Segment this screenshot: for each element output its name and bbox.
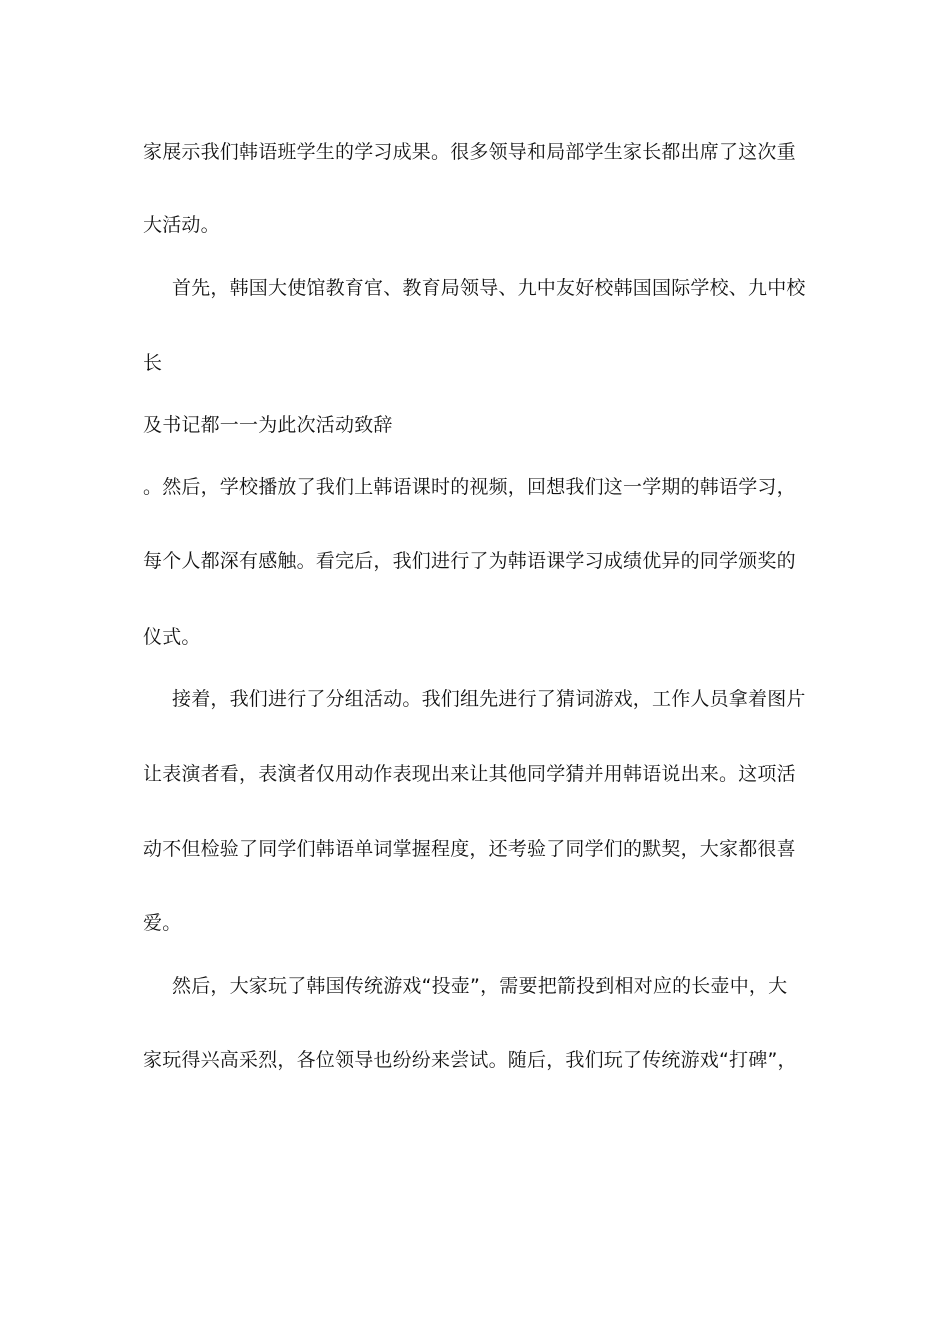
paragraph-line: 每个人都深有感触。看完后，我们进行了为韩语课学习成绩优异的同学颁奖的	[143, 550, 796, 572]
paragraph-line: 家展示我们韩语班学生的学习成果。很多领导和局部学生家长都出席了这次重	[143, 141, 796, 163]
paragraph-line: 动不但检验了同学们韩语单词掌握程度，还考验了同学们的默契，大家都很喜	[143, 838, 796, 860]
paragraph-line: 仪式。	[143, 626, 201, 648]
paragraph-line: 。然后，学校播放了我们上韩语课时的视频，回想我们这一学期的韩语学习，	[143, 476, 796, 498]
paragraph-line: 接着，我们进行了分组活动。我们组先进行了猜词游戏，工作人员拿着图片	[172, 688, 806, 710]
paragraph-line: 大活动。	[143, 214, 220, 236]
paragraph-line: 然后，大家玩了韩国传统游戏“投壶”，需要把箭投到相对应的长壶中，大	[172, 975, 788, 997]
paragraph-line: 爱。	[143, 912, 182, 934]
paragraph-line: 首先，韩国大使馆教育官、教育局领导、九中友好校韩国国际学校、九中校	[172, 277, 806, 299]
paragraph-line: 让表演者看，表演者仅用动作表现出来让其他同学猜并用韩语说出来。这项活	[143, 763, 796, 785]
paragraph-line: 长	[143, 352, 163, 374]
paragraph-line: 家玩得兴高采烈，各位领导也纷纷来尝试。随后，我们玩了传统游戏“打碑”，	[143, 1049, 797, 1071]
paragraph-line: 及书记都一一为此次活动致辞	[143, 414, 393, 436]
